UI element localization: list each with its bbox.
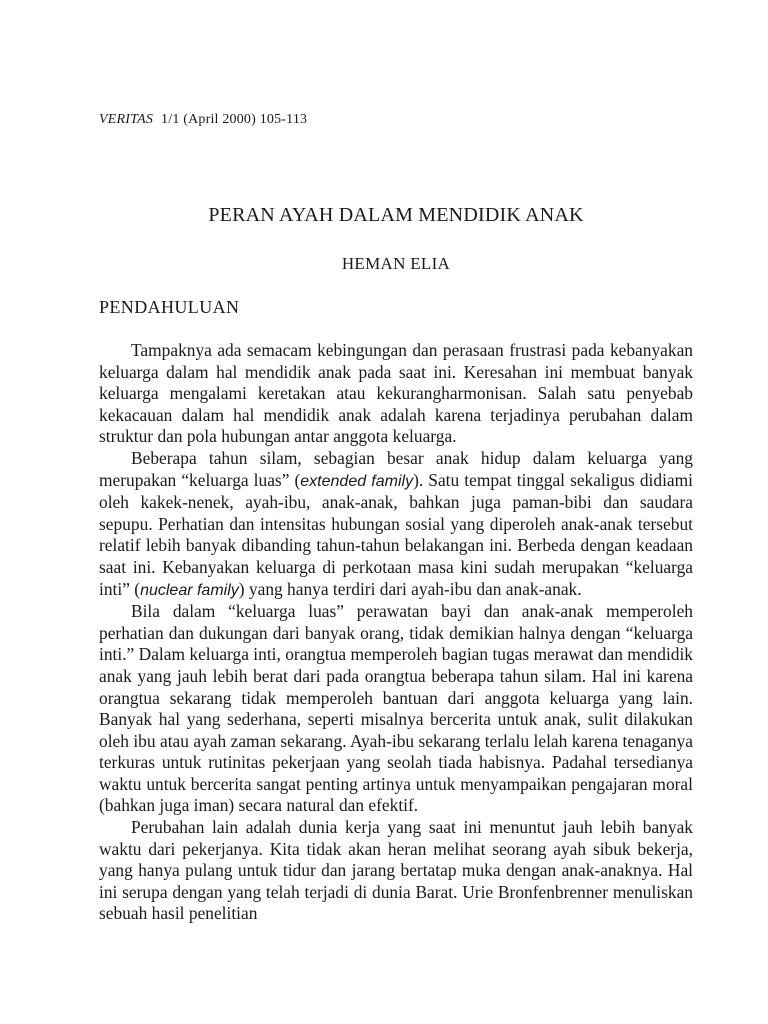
term-extended-family: extended family <box>300 472 414 490</box>
journal-reference <box>99 112 307 128</box>
paragraph-2-part-a: Beberapa tahun silam, sebagian besar anak hidup dalam keluarga yang merupakan “keluarga luas” ( <box>99 447 693 490</box>
paragraph-2-part-c: ) yang hanya terdiri dari ayah-ibu dan anak-anak. <box>238 578 582 599</box>
journal-name: VERITAS <box>99 112 154 127</box>
paragraph-1: Tampaknya ada semacam kebingungan dan perasaan frustrasi pada kebanyakan keluarga dalam hal mendidik anak pada saat ini. Keresahan ini membuat banyak keluarga mengalami keretakan atau kekurangharmonisan. Salah satu penyebab kekacauan dalam hal mendidik anak adalah karena terjadinya perubahan dalam struktur dan pola hubungan antar anggota keluarga. <box>99 340 693 447</box>
paragraph-2 <box>99 448 693 601</box>
paragraph-3: Bila dalam “keluarga luas” perawatan bayi dan anak-anak memperoleh perhatian dan dukungan dari banyak orang, tidak demikian halnya dengan “keluarga inti.” Dalam keluarga inti, orangtua memperoleh bagian tugas merawat dan mendidik anak yang jauh lebih berat dari pada orangtua beberapa tahun silam. Hal ini karena orangtua sekarang tidak memperoleh bantuan dari anggota keluarga yang lain. Banyak hal yang sederhana, seperti misalnya bercerita untuk anak, sulit dilakukan oleh ibu atau ayah zaman sekarang. Ayah-ibu sekarang terlalu lelah karena tenaganya terkuras untuk rutinitas pekerjaan yang seolah tiada habisnya. Padahal tersedianya waktu untuk bercerita sangat penting artinya untuk menyampaikan pengajaran moral (bahkan juga iman) secara natural dan efektif. <box>99 601 693 816</box>
article-title: PERAN AYAH DALAM MENDIDIK ANAK <box>208 204 584 226</box>
body-text <box>99 340 693 925</box>
article-author: HEMAN ELIA <box>341 254 451 273</box>
paragraph-4: Perubahan lain adalah dunia kerja yang saat ini menuntut jauh lebih banyak waktu dari pekerjanya. Kita tidak akan heran melihat seorang ayah sibuk bekerja, yang hanya pulang untuk tidur dan jarang bertatap muka dengan anak-anaknya. Hal ini serupa dengan yang telah terjadi di dunia Barat. Urie Bronfenbrenner menuliskan sebuah hasil penelitian <box>99 817 693 924</box>
section-heading: PENDAHULUAN <box>99 297 240 317</box>
journal-citation: 1/1 (April 2000) 105-113 <box>161 112 308 127</box>
term-nuclear-family: nuclear family <box>140 581 239 599</box>
paragraph-2-part-b: ). Satu tempat tinggal sekaligus didiami oleh kakek-nenek, ayah-ibu, anak-anak, bahkan juga paman-bibi dan saudara sepupu. Perhatian dan intensitas hubungan sosial yang diperoleh anak-anak tersebut relatif lebih banyak dibanding tahun-tahun belakangan ini. Berbeda dengan keadaan saat ini. Kebanyakan keluarga di perkotaan masa kini sudah merupakan “keluarga inti” ( <box>99 469 693 599</box>
